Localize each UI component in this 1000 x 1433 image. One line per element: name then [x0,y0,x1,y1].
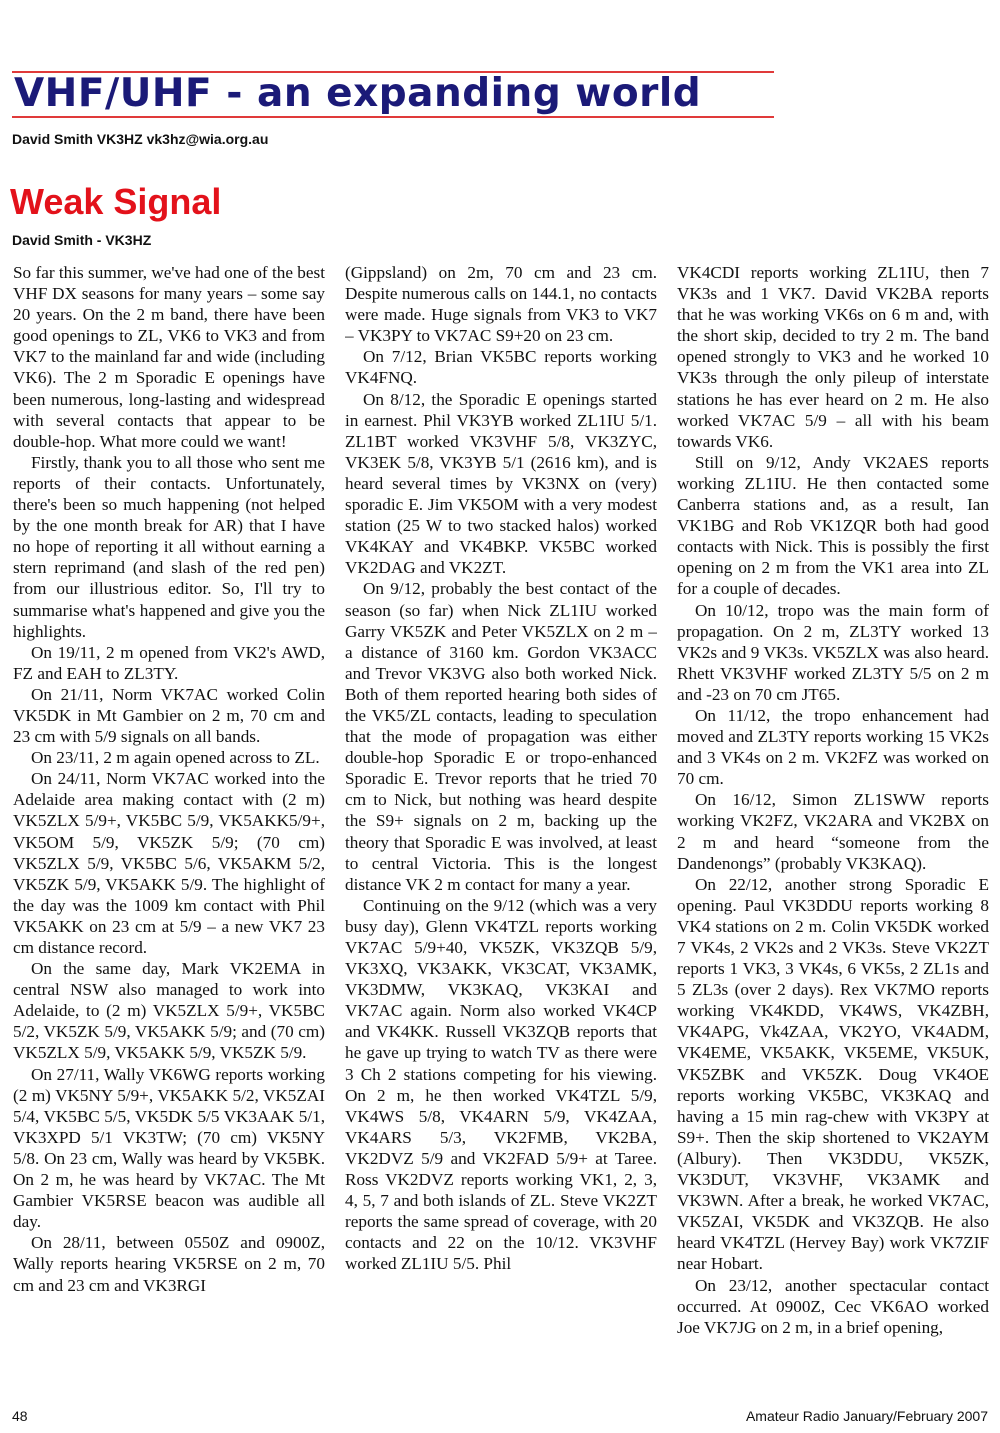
author-byline: David Smith VK3HZ vk3hz@wia.org.au [12,131,269,147]
section-title: Weak Signal [10,181,222,222]
paragraph: On 19/11, 2 m opened from VK2's AWD, FZ and EAH to ZL3TY. [13,642,325,683]
page-header-title: VHF/UHF - an expanding world [14,71,702,116]
paragraph: On 28/11, between 0550Z and 0900Z, Wally reports hearing VK5RSE on 2 m, 70 cm and 23 cm and VK3RGI [13,1233,325,1295]
paragraph: On 27/11, Wally VK6WG reports working (2 m) VK5NY 5/9+, VK5AKK 5/2, VK5ZAI 5/4, VK5BC 5/5, VK5DK 5/5 VK3AAK 5/1, VK3XPD 5/1 VK3TW; (70 cm) VK5NY 5/8. On 23 cm, Wally was heard by VK5BK. On 2 m, he was heard by VK7AC. The Mt Gambier VK5RSE beacon was audible all day. [13,1064,325,1232]
page-number: 48 [12,1408,28,1424]
paragraph: On 23/11, 2 m again opened across to ZL. [31,748,320,768]
paragraph: On 8/12, the Sporadic E openings started in earnest. Phil VK3YB worked ZL1IU 5/1. ZL1BT worked VK3VHF 5/8, VK3ZYC, VK3EK 5/8, VK3YB 5/1 (2616 km), and is heard several times by VK3NX on (very) sporadic E. Jim VK5OM with a very modest station (25 W to two stacked halos) worked VK4KAY and VK4BKP. VK5BC worked VK2DAG and VK2ZT. [345,389,657,578]
paragraph: On 11/12, the tropo enhancement had moved and ZL3TY reports working 15 VK2s and 3 VK4s on 2 m. VK2FZ was worked on 70 cm. [677,705,989,789]
paragraph: (Gippsland) on 2m, 70 cm and 23 cm. Despite numerous calls on 144.1, no contacts were made. Huge signals from VK3 to VK7 – VK3PY to VK7AC S9+20 on 23 cm. [345,263,657,346]
paragraph: On 7/12, Brian VK5BC reports working VK4FNQ. [345,347,657,388]
section-byline: David Smith - VK3HZ [12,232,152,248]
paragraph: On 16/12, Simon ZL1SWW reports working VK2FZ, VK2ARA and VK2BX on 2 m and heard “someone from the Dandenongs” (probably VK3KAQ). [677,790,989,873]
paragraph: On 24/11, Norm VK7AC worked into the Adelaide area making contact with (2 m) VK5ZLX 5/9+, VK5BC 5/9, VK5AKK5/9+, VK5OM 5/9, VK5ZK 5/9; (70 cm) VK5ZLX 5/9, VK5BC 5/6, VK5AKM 5/2, VK5ZK 5/9, VK5AKK 5/9. The highlight of the day was the 1009 km contact with Phil VK5AKK on 23 cm at 5/9 – a new VK7 23 cm distance record. [13,769,325,957]
text-column-1 [13,262,325,1382]
paragraph: On 22/12, another strong Sporadic E opening. Paul VK3DDU reports working 8 VK4 stations on 2 m. Colin VK5DK worked 7 VK4s, 2 VK2s and 2 VK3s. Steve VK2ZT reports 1 VK3, 3 VK4s, 6 VK5s, 2 ZL1s and 5 ZL3s (over 2 days). Rex VK7MO reports working VK4KDD, VK4WS, VK4ZBH, VK4APG, Vk4ZAA, VK2YO, VK4ADM, VK4EME, VK5AKK, VK5EME, VK5UK, VK5ZBK and VK5ZK. Doug VK4OE reports working VK5BC, VK3KAQ and having a 15 min rag-chew with VK3PY at S9+. Then the skip shortened to VK2AYM (Albury). Then VK3DDU, VK5ZK, VK3DUT, VK3VHF, VK3AMK and VK3WN. After a break, he worked VK7AC, VK5ZAI, VK5DK and VK3ZQB. He also heard VK4TZL (Hervey Bay) work VK7ZIF near Hobart. [677,874,989,1274]
paragraph: Firstly, thank you to all those who sent me reports of their contacts. Unfortunately, there's been so much happening (not helped by the one month break for AR) that I have no hope of reporting it all without earning a stern reprimand (and slash of the red pen) from our illustrious editor. So, I'll try to summarise what's happened and give you the highlights. [13,452,325,641]
paragraph: On 10/12, tropo was the main form of propagation. On 2 m, ZL3TY worked 13 VK2s and 9 VK3s. VK5ZLX was also heard. Rhett VK3VHF worked ZL3TY 5/5 on 2 m and -23 on 70 cm JT65. [677,600,989,704]
text-column-2 [345,262,657,1382]
paragraph: So far this summer, we've had one of the best VHF DX seasons for many years – some say 20 years. On the 2 m band, there have been good openings to ZL, VK6 to VK3 and from VK7 to the mainland far and wide (including VK6). The 2 m Sporadic E openings have been numerous, long-lasting and widespread with several contacts that appear to be double-hop. What more could we want! [13,263,325,451]
publication-footer: Amateur Radio January/February 2007 [745,1408,988,1424]
paragraph: On 23/12, another spectacular contact occurred. At 0900Z, Cec VK6AO worked Joe VK7JG on 2 m, in a brief opening, [677,1275,989,1337]
paragraph: Continuing on the 9/12 (which was a very busy day), Glenn VK4TZL reports working VK7AC 5/9+40, VK5ZK, VK3ZQB 5/9, VK3XQ, VK3AKK, VK3CAT, VK3AMK, VK3DMW, VK3KAQ, VK3KAI and VK7AC again. Norm also worked VK4CP and VK4KK. Russell VK3ZQB reports that he gave up trying to watch TV as there were 3 Ch 2 stations competing for his viewing. On 2 m, he then worked VK4TZL 5/9, VK4WS 5/8, VK4ARN 5/9, VK4ZAA, VK4ARS 5/3, VK2FMB, VK2BA, VK2DVZ 5/9 and VK2FAD 5/9+ at Taree. Ross VK2DVZ reports working VK1, 2, 3, 4, 5, 7 and both islands of ZL. Steve VK2ZT reports the same spread of coverage, with 20 contacts and 22 on the 10/12. VK3VHF worked ZL1IU 5/5. Phil [345,895,657,1274]
paragraph: On 21/11, Norm VK7AC worked Colin VK5DK in Mt Gambier on 2 m, 70 cm and 23 cm with 5/9 signals on all bands. [13,684,325,747]
paragraph: On the same day, Mark VK2EMA in central NSW also managed to work into Adelaide, to (2 m) VK5ZLX 5/9+, VK5BC 5/2, VK5ZK 5/9, VK5AKK 5/9; and (70 cm) VK5ZLX 5/9, VK5AKK 5/9, VK5ZK 5/9. [13,959,325,1063]
paragraph: Still on 9/12, Andy VK2AES reports working ZL1IU. He then contacted some Canberra stations and, as a result, Ian VK1BG and Rob VK1ZQR both had good contacts with Nick. This is possibly the first opening on 2 m from the VK1 area into ZL for a couple of decades. [677,452,989,599]
paragraph: On 9/12, probably the best contact of the season (so far) when Nick ZL1IU worked Garry VK5ZK and Peter VK5ZLX on 2 m – a distance of 3160 km. Gordon VK3ACC and Trevor VK3VG also both worked Nick. Both of them reported hearing both sides of the VK5/ZL contacts, leading to speculation that the mode of propagation was either double-hop Sporadic E or tropo-enhanced Sporadic E. Trevor reports that he tried 70 cm to Nick, but nothing was heard despite the S9+ signals on 2 m, backing up the theory that Sporadic E was involved, at least to central Victoria. This is the longest distance VK 2 m contact for many a year. [345,579,657,894]
text-column-3 [677,262,989,1382]
header-rule-bottom [12,116,774,118]
paragraph: VK4CDI reports working ZL1IU, then 7 VK3s and 1 VK7. David VK2BA reports that he was working VK6s on 6 m and, with the short skip, decided to try 2 m. The band opened strongly to VK3 and he worked 10 VK3s through the only pileup of interstate stations he has ever heard on 2 m. He also worked VK7AC 5/9 – all with his beam towards VK6. [677,263,989,451]
